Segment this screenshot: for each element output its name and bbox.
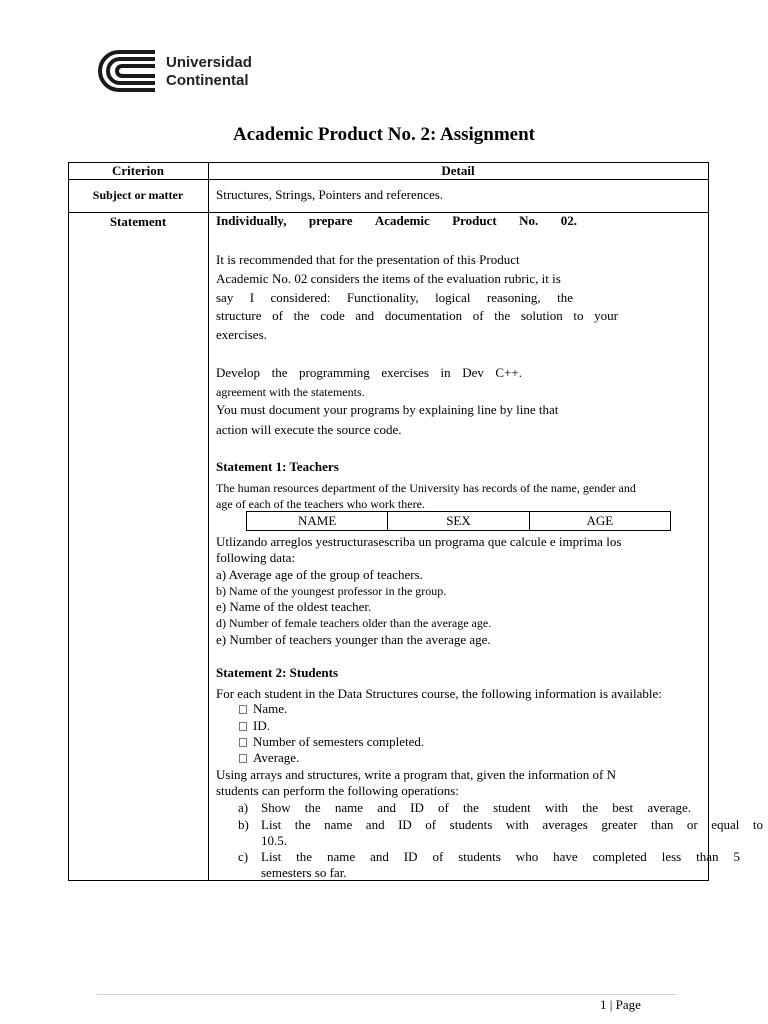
bullet-icon [239,738,247,747]
row-label-statement: Statement [109,214,167,229]
table-border-right [708,162,709,881]
statement1-desc: The human resources department of the University has records of the name, gender and [216,481,636,495]
student-field-item [239,701,287,717]
operation-b-continued: 10.5. [261,833,287,848]
bullet-icon [239,754,247,763]
intro-word: 02. [560,213,577,228]
para2-line: You must document your programs by explaining line by line that [216,402,559,417]
table-column-divider [208,162,209,881]
statement1-item: b) Name of the youngest professor in the group. [216,584,447,598]
field-age: AGE [529,512,670,530]
statement2-task: Using arrays and structures, write a program that, given the information of N [216,767,616,782]
operation-marker: b) [238,817,249,832]
statement1-desc: age of each of the teachers who work there. [216,497,425,511]
row-label-subject: Subject or matter [92,188,184,202]
statement1-item: d) Number of female teachers older than the average age. [216,616,492,630]
statement1-item: e) Name of the oldest teacher. [216,599,372,614]
operation-c: List the name and ID of students who have completed less than 5 [261,849,740,864]
statement2-task: students can perform the following operations: [216,783,459,798]
para2-line: Develop the programming exercises in Dev C++. [216,365,522,380]
student-field-item [239,718,270,734]
operation-marker: c) [238,849,249,864]
statement1-item: a) Average age of the group of teachers. [216,567,423,582]
logo-emblem-icon [97,49,159,93]
para1-line: It is recommended that for the presentation of this Product [216,252,520,267]
statement2-desc: For each student in the Data Structures course, the following information is available: [216,686,662,701]
para2-line: agreement with the statements. [216,385,365,399]
logo-line-2: Continental [166,72,249,89]
intro-word: Academic [374,213,430,228]
operation-marker: a) [238,800,249,815]
student-field-label: Number of semesters completed. [253,734,425,749]
table-border-bottom [68,880,709,881]
page-number: 1 | Page [600,997,641,1012]
operation-b: List the name and ID of students with averages greater than or equal to [261,817,763,832]
teacher-fields-table [246,511,671,531]
table-border-header [68,179,709,180]
logo-line-1: Universidad [166,54,252,71]
logo-wordmark [166,54,252,90]
student-field-item [239,734,424,750]
header-criterion: Criterion [112,163,164,178]
statement1-heading: Statement 1: Teachers [216,459,339,474]
operation-a: Show the name and ID of the student with the best average. [261,800,691,815]
field-name: NAME [298,513,337,528]
field-sex: SEX [387,512,528,530]
student-field-item [239,750,299,766]
intro-heading [216,213,577,229]
student-field-label: Name. [253,701,288,716]
intro-word: Individually, [216,213,287,228]
statement1-task: following data: [216,550,296,565]
student-field-label: Average. [253,750,300,765]
intro-word: No. [519,213,539,228]
bullet-icon [239,722,247,731]
para1-line: structure of the code and documentation of the solution to your [216,308,618,323]
table-border-left [68,162,69,881]
document-title: Academic Product No. 2: Assignment [232,124,536,145]
footer-divider [97,994,677,995]
bullet-icon [239,705,247,714]
para1-line: exercises. [216,327,267,342]
statement1-item: e) Number of teachers younger than the average age. [216,632,491,647]
statement1-task: Utlizando arreglos yestructurasescriba un programa que calcule e imprima los [216,534,622,549]
intro-word: prepare [308,213,353,228]
para1-line: Academic No. 02 considers the items of the evaluation rubric, it is [216,271,561,286]
para2-line: action will execute the source code. [216,422,402,437]
row-detail-subject: Structures, Strings, Pointers and references. [216,187,444,202]
statement2-heading: Statement 2: Students [216,665,339,680]
university-logo [97,49,267,93]
header-detail: Detail [441,163,475,178]
para1-line: say I considered: Functionality, logical reasoning, the [216,290,573,305]
operation-c-continued: semesters so far. [261,865,347,880]
intro-word: Product [452,213,497,228]
student-field-label: ID. [253,718,270,733]
